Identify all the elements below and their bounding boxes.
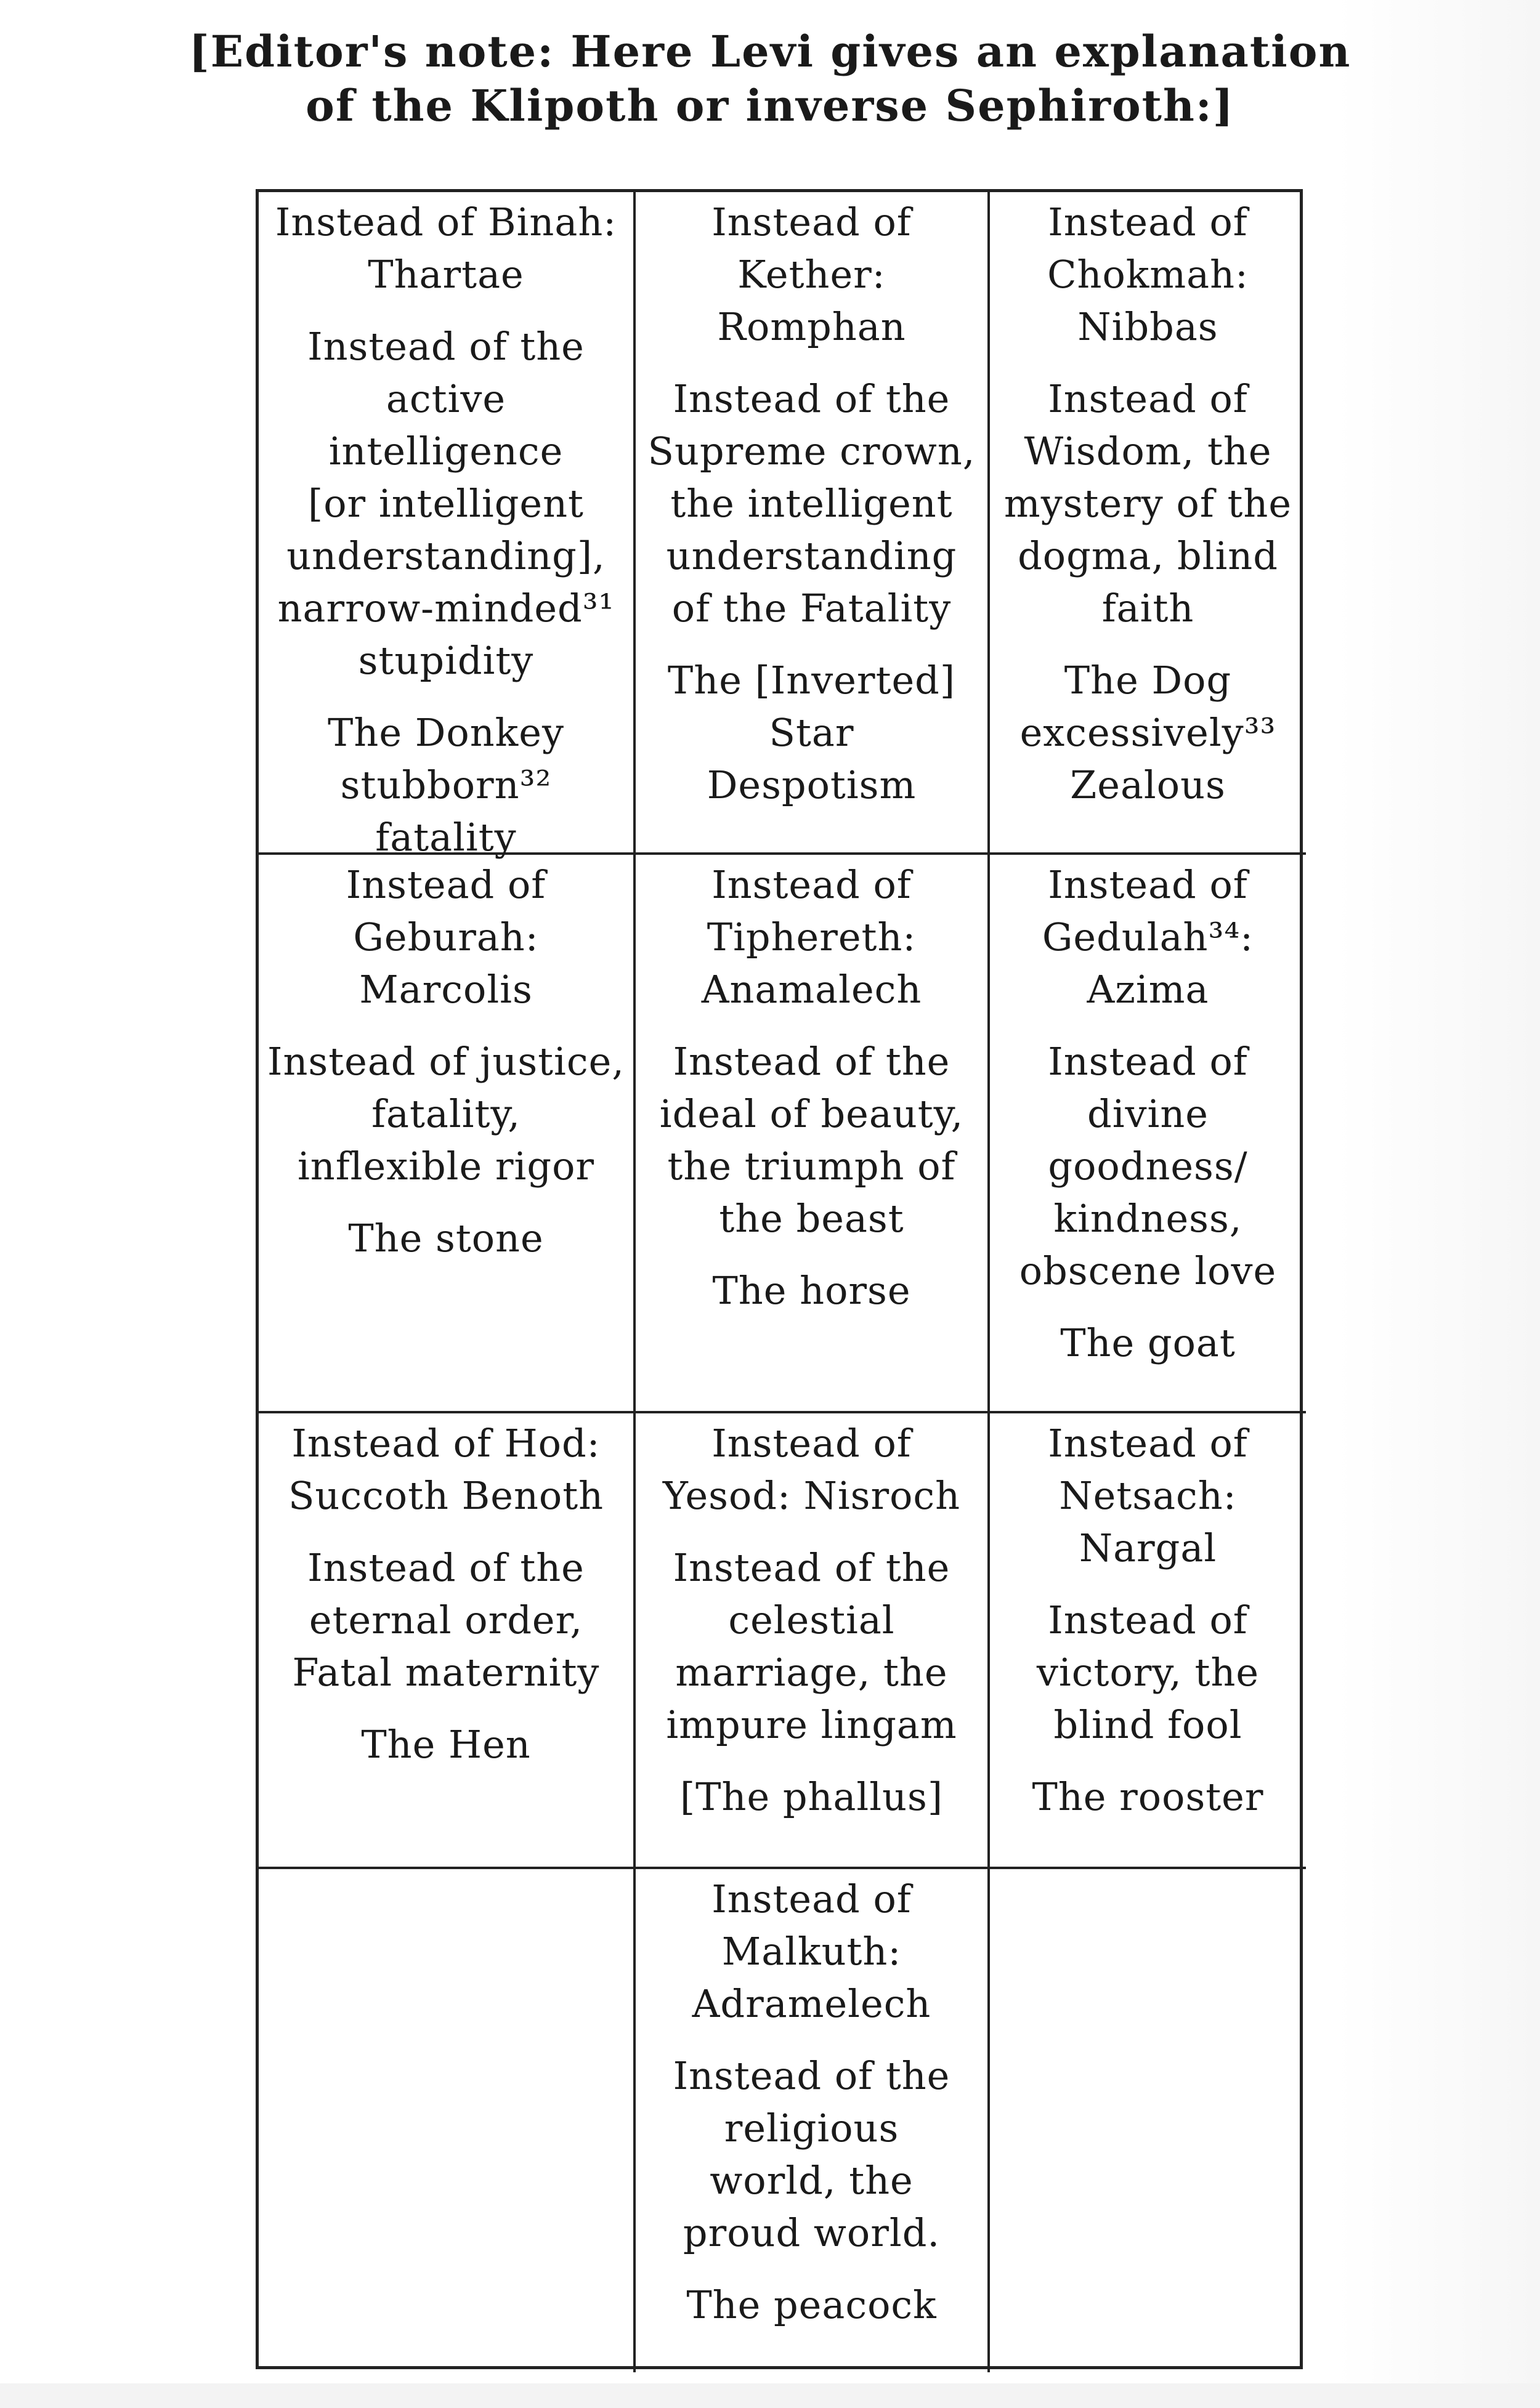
- cell-hod: [259, 1413, 636, 1869]
- cell-malkuth: [636, 1869, 990, 2372]
- cell-title: Instead of Gedulah³⁴: Azima: [1042, 862, 1254, 1012]
- cell-title: Instead of Kether: Romphan: [711, 200, 912, 349]
- cell-description: Instead of the eternal order, Fatal maternity: [292, 1545, 600, 1695]
- cell-yesod: [636, 1413, 990, 1869]
- cell-netsach: [990, 1413, 1306, 1869]
- cell-description: Instead of the active intelligence [or intelligent understanding], narrow-minded³¹ stupidity: [277, 324, 615, 683]
- cell-symbol: The Dog excessively³³ Zealous: [1019, 658, 1276, 807]
- cell-symbol: The Donkey stubborn³² fatality: [328, 710, 564, 860]
- cell-title: Instead of Hod: Succoth Benoth: [288, 1421, 604, 1518]
- cell-symbol: The peacock: [686, 2282, 937, 2327]
- cell-description: Instead of victory, the blind fool: [1036, 1598, 1260, 1747]
- cell-description: Instead of the celestial marriage, the impure lingam: [666, 1545, 957, 1747]
- cell-gedulah: [990, 855, 1306, 1413]
- editors-note-heading: [185, 25, 1355, 133]
- cell-title: Instead of Tiphereth: Anamalech: [701, 862, 922, 1012]
- cell-symbol: [The phallus]: [679, 1774, 944, 1819]
- cell-symbol: The horse: [712, 1268, 911, 1313]
- cell-title: Instead of Netsach: Nargal: [1048, 1421, 1248, 1570]
- cell-empty-left: [259, 1869, 636, 2372]
- cell-description: Instead of justice, fatality, inflexible rigor: [267, 1039, 625, 1189]
- cell-symbol: The Hen: [361, 1722, 531, 1767]
- cell-symbol: The stone: [348, 1216, 544, 1261]
- page-bottom-shade: [0, 2383, 1540, 2408]
- cell-description: Instead of Wisdom, the mystery of the dogma, blind faith: [1003, 376, 1292, 631]
- cell-title: Instead of Geburah: Marcolis: [346, 862, 546, 1012]
- cell-symbol: The rooster: [1032, 1774, 1264, 1819]
- cell-title: Instead of Binah: Thartae: [275, 200, 617, 297]
- cell-geburah: [259, 855, 636, 1413]
- cell-description: Instead of the religious world, the proud world.: [673, 2053, 950, 2255]
- cell-title: Instead of Chokmah: Nibbas: [1047, 200, 1249, 349]
- cell-symbol: The goat: [1060, 1320, 1236, 1365]
- cell-binah: [259, 192, 636, 860]
- cell-symbol: The [Inverted] Star Despotism: [667, 658, 956, 807]
- cell-tiphereth: [636, 855, 990, 1413]
- cell-title: Instead of Malkuth: Adramelech: [692, 1877, 931, 2026]
- cell-kether: [636, 192, 990, 855]
- heading-line-2: of the Klipoth or inverse Sephiroth:]: [306, 80, 1234, 131]
- cell-description: Instead of the Supreme crown, the intelligent understanding of the Fatality: [647, 376, 976, 631]
- klipoth-table: [256, 189, 1303, 2369]
- cell-chokmah: [990, 192, 1306, 855]
- cell-empty-right: [990, 1869, 1306, 2372]
- page-edge-shade: [1337, 0, 1540, 2408]
- heading-line-1: [Editor's note: Here Levi gives an explanation: [188, 26, 1352, 77]
- cell-description: Instead of the ideal of beauty, the triumph of the beast: [659, 1039, 964, 1241]
- cell-description: Instead of divine goodness/ kindness, obscene love: [1019, 1039, 1277, 1293]
- cell-title: Instead of Yesod: Nisroch: [662, 1421, 961, 1518]
